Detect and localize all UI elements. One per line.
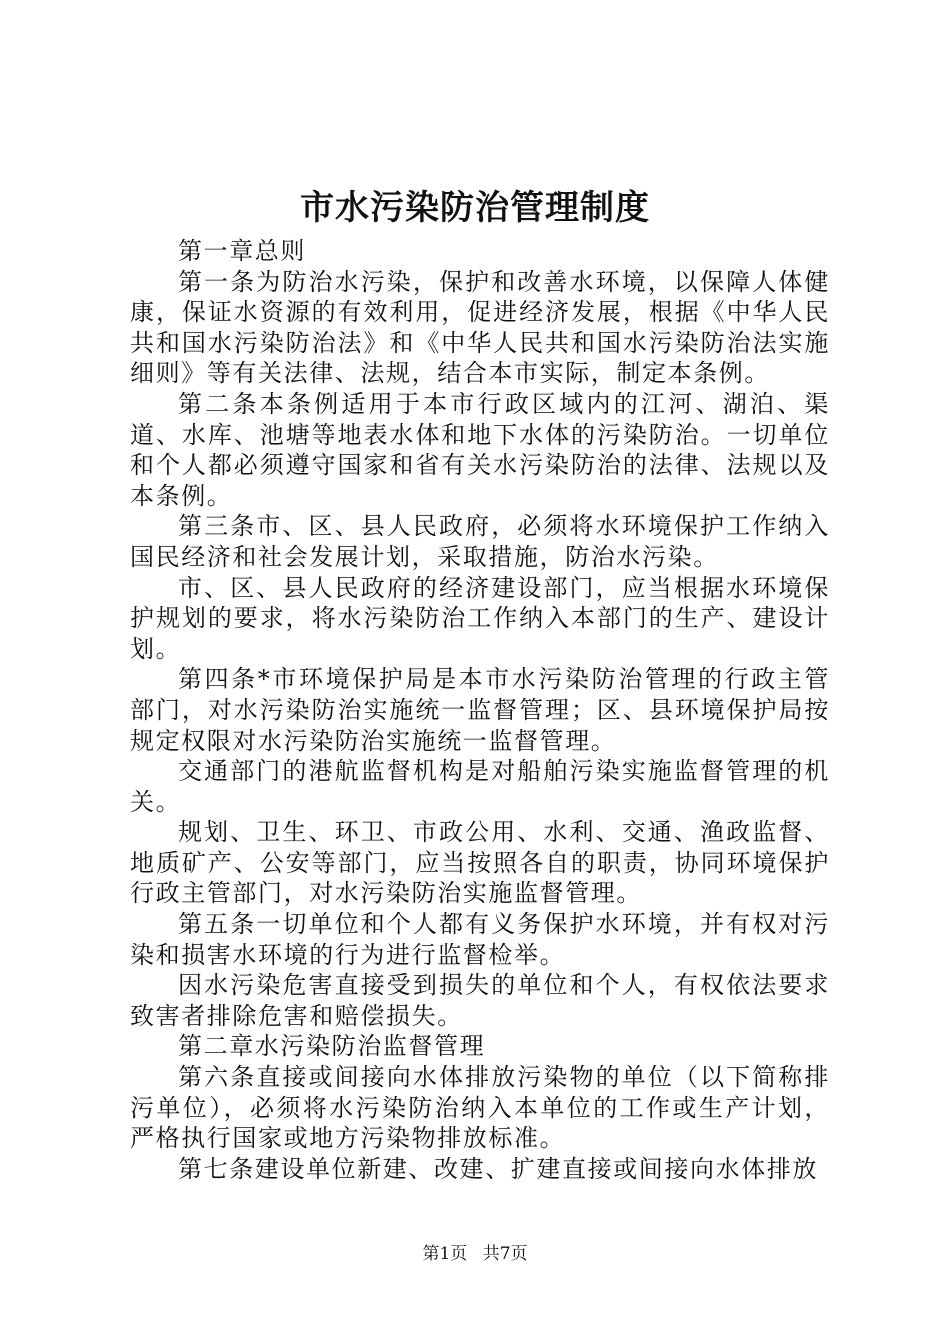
paragraph: 第一条为防治水污染，保护和改善水环境，以保障人体健康，保证水资源的有效利用，促进经济发展，根据《中华人民共和国水污染防治法》和《中华人民共和国水污染防治法实施细则》等有关法律、法规，结合本市实际，制定本条例。: [130, 267, 830, 388]
page-total: 共7页: [482, 1244, 528, 1264]
page-number: 第1页: [422, 1244, 468, 1264]
paragraph: 因水污染危害直接受到损失的单位和个人，有权依法要求致害者排除危害和赔偿损失。: [130, 971, 830, 1030]
paragraph: 第七条建设单位新建、改建、扩建直接或间接向水体排放: [178, 1154, 818, 1183]
paragraph: 市、区、县人民政府的经济建设部门，应当根据水环境保护规划的要求，将水污染防治工作纳入本部门的生产、建设计划。: [130, 573, 830, 663]
document-title: 市水污染防治管理制度: [300, 188, 650, 228]
document-body: [130, 236, 830, 1184]
chapter-heading: 第二章水污染防治监督管理: [178, 1032, 486, 1061]
paragraph: 第五条一切单位和个人都有义务保护水环境，并有权对污染和损害水环境的行为进行监督检举。: [130, 910, 830, 969]
paragraph: 第四条*市环境保护局是本市水污染防治管理的行政主管部门，对水污染防治实施统一监督管理；区、县环境保护局按规定权限对水污染防治实施统一监督管理。: [130, 665, 830, 755]
paragraph: 交通部门的港航监督机构是对船舶污染实施监督管理的机关。: [130, 757, 830, 816]
paragraph: 第三条市、区、县人民政府，必须将水环境保护工作纳入国民经济和社会发展计划，采取措施，防治水污染。: [130, 512, 830, 571]
paragraph: 第二条本条例适用于本市行政区域内的江河、湖泊、渠道、水库、池塘等地表水体和地下水体的污染防治。一切单位和个人都必须遵守国家和省有关水污染防治的法律、法规以及本条例。: [130, 389, 830, 510]
paragraph: 规划、卫生、环卫、市政公用、水利、交通、渔政监督、地质矿产、公安等部门，应当按照各自的职责，协同环境保护行政主管部门，对水污染防治实施监督管理。: [130, 818, 830, 908]
chapter-heading: 第一章总则: [178, 237, 306, 265]
paragraph: 第六条直接或间接向水体排放污染物的单位（以下简称排污单位），必须将水污染防治纳入本单位的工作或生产计划，严格执行国家或地方污染物排放标准。: [130, 1063, 830, 1153]
page-footer: [0, 1242, 950, 1266]
